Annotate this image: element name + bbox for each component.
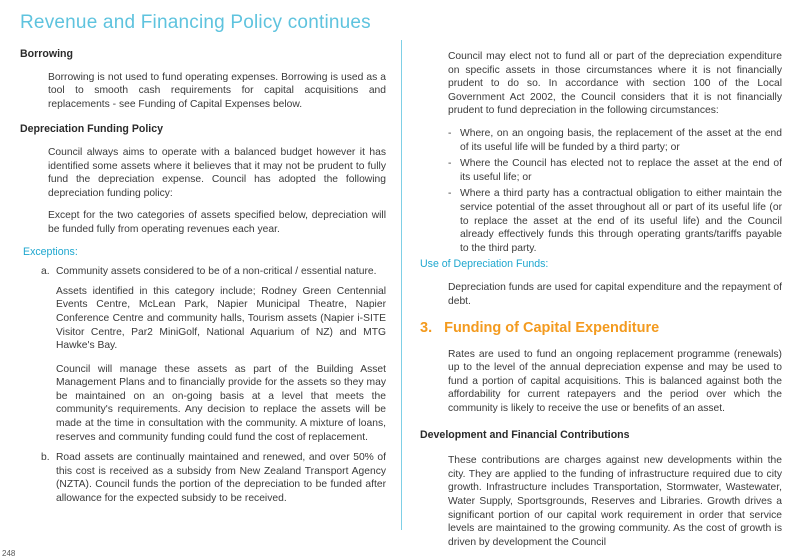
list-marker: a. [41,266,50,278]
circumstances-list [420,127,782,255]
borrowing-text: Borrowing is not used to fund operating expenses. Borrowing is used as a tool to smooth cash requirements for capital acquisitions and replacements - see Funding of Capital Expenses below. [48,71,386,110]
page-number: 248 [2,549,16,558]
list-item-subtext-1: Assets identified in this category include; Rodney Green Centennial Events Centre, McLean Park, Napier Municipal Theatre, Napier Conference Centre and community halls, Tourism assets (Napier i-SITE Visitor Centre, Par2 MiniGolf, National Aquarium of NZ) and MTG Hawke's Bay. [56,285,386,352]
list-item: - Where a third party has a contractual obligation to either maintain the service potential of the asset throughout all or part of its useful life (or to replace the asset at the end of its useful life) and the Council already effectively funds this through operating grants/tariffs payable to the third party. [448,188,782,254]
section-number: 3. [420,320,433,337]
list-item: - Where, on an ongoing basis, the replacement of the asset at the end of its useful life will be funded by a third party; or [448,127,782,153]
exceptions-heading: Exceptions: [23,245,78,258]
depreciation-heading: Depreciation Funding Policy [20,123,164,136]
bullet-text: Where a third party has a contractual obligation to either maintain the service potential of the asset throughout all or part of its useful life (or to replace the asset at the end of its useful life) and the Council already effectively funds this through operating grants/tariffs payable to the third party. [460,188,782,254]
list-item-text: Community assets considered to be of a non-critical / essential nature. [56,266,377,278]
section-heading [420,322,782,336]
depreciation-paragraph-1: Council always aims to operate with a balanced budget however it has identified some assets where it believes that it may not be prudent to fully fund the depreciation expense. Council has adopted the following depreciation funding policy: [48,146,386,199]
list-item: - Where the Council has elected not to replace the asset at the end of its useful life; or [448,158,782,183]
bullet-text: Where the Council has elected not to replace the asset at the end of its useful life; or [460,158,782,183]
borrowing-heading: Borrowing [20,48,73,60]
devcon-text: These contributions are charges against new developments within the city. They are applied to the funding of infrastructure required due to city growth. Infrastructure includes Transportation, Stormwater, Wastewater, Water Supply, Sportsgrounds, Reserves and Libraries. Growth drives a significant portion of our capital work requirement in order that service levels are maintained to the growing community. As the cost of growth is driven by development the Council [448,455,782,548]
list-item [20,265,386,444]
devcon-heading: Development and Financial Contributions [420,428,630,441]
depreciation-intro: Council may elect not to fund all or part of the depreciation expenditure on specific assets in those circumstances where it is not financially prudent to do so. In accordance with section 100 of the Local Government Act 2002, the Council considers that it is not financially prudent to fund depreciation in the following circumstances: [448,51,782,117]
list-item-subtext-2: Council will manage these assets as part of the Building Asset Management Plans and to financially provide for the assets so they may be maintained on an on-going basis at a level that meets the community's requirements. Any decision to replace the assets will be made at the time in consultation with the community. A mixture of loans, reserves and community funding could fund the cost of replacement. [56,363,386,443]
use-heading: Use of Depreciation Funds: [420,258,549,271]
depreciation-paragraph-2: Except for the two categories of assets specified below, depreciation will be funded fully from operating revenues each year. [48,210,386,235]
exceptions-list [20,265,386,506]
capex-text: Rates are used to fund an ongoing replacement programme (renewals) up to the level of the annual depreciation expense and may be used to fund a portion of capital acquisitions. This is balanced against both the affordability for current ratepayers and the period over which the community is likely to receive the use or benefits of an asset. [448,348,782,415]
left-column [20,48,386,506]
right-column [420,50,782,549]
use-text: Depreciation funds are used for capital expenditure and the repayment of debt. [448,281,782,307]
list-item-text: Road assets are continually maintained and renewed, and over 50% of this cost is received as a subsidy from New Zealand Transport Agency (NZTA). Council funds the portion of the depreciation to be funded after allowance for the expected subsidy to be received. [56,452,386,505]
column-divider [401,40,402,530]
bullet-text: Where, on an ongoing basis, the replacement of the asset at the end of its useful life will be funded by a third party; or [460,127,782,153]
section-title: Funding of Capital Expenditure [444,320,660,337]
page-title: Revenue and Financing Policy continues [20,12,371,33]
list-item [20,451,386,505]
list-marker: b. [41,452,50,464]
